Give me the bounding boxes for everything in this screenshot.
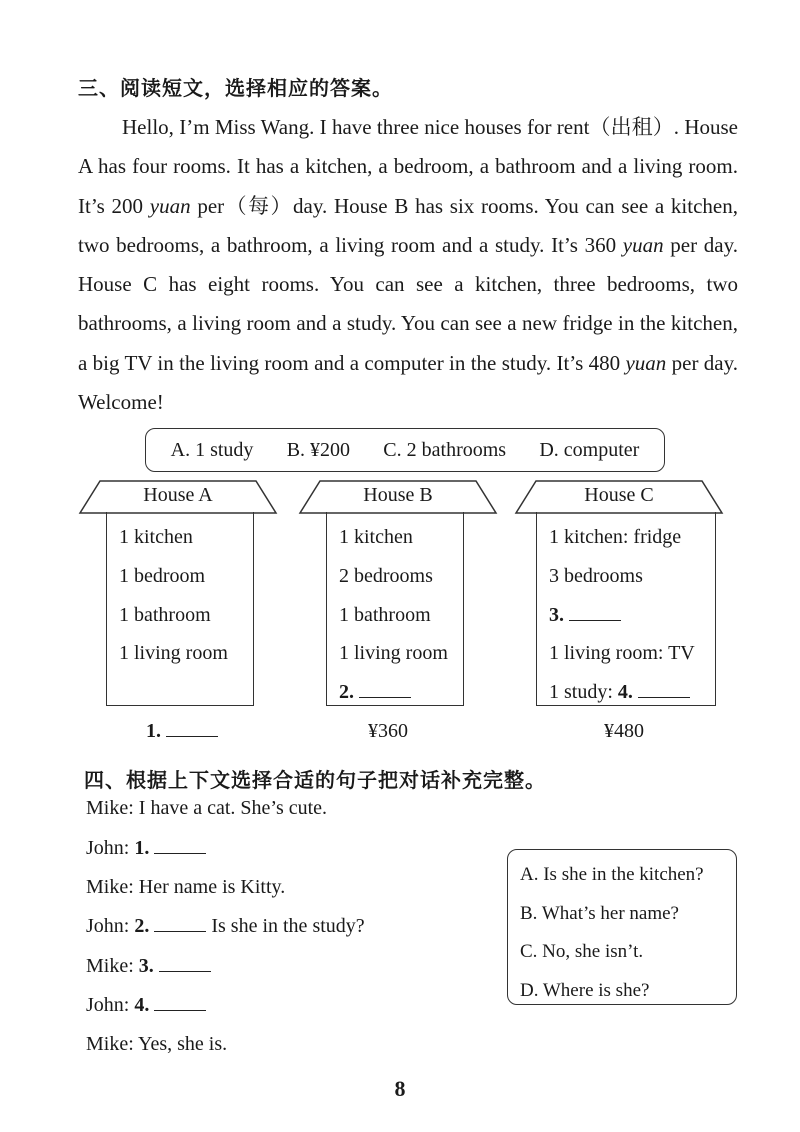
house-b-price: ¥360 bbox=[368, 720, 408, 742]
speaker-name: John: bbox=[86, 915, 130, 937]
room-line[interactable] bbox=[339, 673, 463, 712]
answer-blank[interactable] bbox=[166, 720, 218, 737]
room-line: 1 bathroom bbox=[339, 603, 431, 626]
answer-blank[interactable] bbox=[359, 681, 411, 698]
question-number: 4. bbox=[134, 994, 150, 1016]
speaker-name: Mike: bbox=[86, 876, 134, 898]
dialogue-text: Is she in the study? bbox=[211, 915, 365, 937]
room-line: 1 kitchen bbox=[339, 526, 413, 548]
answer-blank[interactable] bbox=[159, 955, 211, 972]
room-line: 1 kitchen: fridge bbox=[549, 526, 682, 548]
room-line: 1 bathroom bbox=[119, 603, 211, 626]
house-a-room-list bbox=[106, 512, 254, 706]
passage-paragraph bbox=[78, 108, 738, 422]
choice-c: C. 2 bathrooms bbox=[383, 438, 507, 461]
dialogue-text: I have a cat. She’s cute. bbox=[138, 797, 328, 819]
room-line[interactable] bbox=[549, 673, 715, 712]
choice-d: D. computer bbox=[539, 438, 640, 461]
house-c-title: House C bbox=[584, 484, 654, 506]
currency-word: yuan bbox=[625, 350, 667, 375]
house-c-card bbox=[514, 480, 724, 710]
option-d: D. Where is she? bbox=[520, 979, 650, 1001]
option-b: B. What’s her name? bbox=[520, 902, 679, 924]
dialogue-line[interactable] bbox=[86, 994, 206, 1017]
answer-blank[interactable] bbox=[154, 994, 206, 1011]
room-line: 1 living room: TV bbox=[549, 642, 695, 665]
house-a-title: House A bbox=[143, 484, 213, 506]
dialogue-options-box bbox=[507, 849, 737, 1005]
answer-blank[interactable] bbox=[154, 837, 206, 854]
house-a-roof bbox=[78, 480, 278, 516]
speaker-name: John: bbox=[86, 994, 130, 1016]
room-line: 1 living room bbox=[119, 642, 228, 665]
house-c-room-list bbox=[536, 512, 716, 706]
room-line: 3 bedrooms bbox=[549, 564, 643, 587]
passage-text: per（每）day. House B has six rooms. You can see a kitchen, two bedrooms, a bathroom, a living room and a study. It’s 360 bbox=[78, 193, 738, 257]
dialogue-line bbox=[86, 1033, 227, 1056]
speaker-name: Mike: bbox=[86, 797, 134, 819]
option-a: A. Is she in the kitchen? bbox=[520, 864, 704, 885]
room-line: 2 bedrooms bbox=[339, 564, 433, 587]
house-b-title: House B bbox=[363, 484, 433, 506]
question-number: 1. bbox=[146, 720, 161, 742]
house-a-price[interactable] bbox=[146, 720, 218, 743]
house-b-card bbox=[298, 480, 498, 710]
dialogue-line[interactable] bbox=[86, 837, 206, 860]
choice-b: B. ¥200 bbox=[286, 438, 351, 461]
room-line: 1 bedroom bbox=[119, 564, 206, 587]
dialogue-line bbox=[86, 797, 327, 820]
answer-blank[interactable] bbox=[638, 681, 690, 698]
room-label: 1 study: bbox=[549, 681, 618, 704]
currency-word: yuan bbox=[622, 232, 664, 257]
speaker-name: Mike: bbox=[86, 955, 134, 977]
option-c: C. No, she isn’t. bbox=[520, 941, 644, 962]
passage-text: Hello, I’m Miss Wang. I have three nice houses for rent（出租）. House A has four rooms. It has a kitchen, a bedroom, a bathroom and a living room. It’s 200 bbox=[78, 115, 738, 218]
dialogue-line[interactable] bbox=[86, 915, 365, 938]
answer-choices-box bbox=[145, 428, 665, 472]
answer-blank[interactable] bbox=[154, 915, 206, 932]
question-number: 2. bbox=[339, 681, 354, 704]
dialogue-line[interactable] bbox=[86, 955, 211, 978]
answer-blank[interactable] bbox=[569, 604, 621, 621]
dialogue-text: Her name is Kitty. bbox=[138, 876, 286, 898]
dialogue-text: Yes, she is. bbox=[138, 1033, 228, 1055]
page-number: 8 bbox=[394, 1076, 406, 1101]
house-c-price: ¥480 bbox=[604, 720, 644, 742]
section-4-heading: 四、根据上下文选择合适的句子把对话补充完整。 bbox=[84, 768, 546, 792]
question-number: 3. bbox=[138, 955, 154, 977]
room-line[interactable] bbox=[549, 596, 715, 635]
question-number: 1. bbox=[134, 837, 150, 859]
currency-word: yuan bbox=[149, 193, 191, 218]
question-number: 2. bbox=[134, 915, 150, 937]
speaker-name: Mike: bbox=[86, 1033, 134, 1055]
question-number: 4. bbox=[617, 681, 633, 704]
choice-a: A. 1 study bbox=[170, 438, 254, 461]
house-c-roof bbox=[514, 480, 724, 516]
passage-text: per day. Welcome! bbox=[78, 350, 738, 415]
house-a-card bbox=[78, 480, 278, 710]
dialogue-line bbox=[86, 876, 285, 899]
house-b-room-list bbox=[326, 512, 464, 706]
room-line: 1 living room bbox=[339, 642, 448, 665]
house-b-roof bbox=[298, 480, 498, 516]
room-line: 1 kitchen bbox=[119, 526, 193, 548]
passage-text: per day. House C has eight rooms. You can see a kitchen, three bedrooms, two bathrooms, a living room and a study. You can see a new fridge in the kitchen, a big TV in the living room and a computer in the study. It’s 480 bbox=[78, 232, 738, 375]
question-number: 3. bbox=[549, 603, 564, 626]
section-3-heading: 三、阅读短文，选择相应的答案。 bbox=[78, 76, 393, 100]
reading-passage bbox=[78, 108, 738, 422]
speaker-name: John: bbox=[86, 837, 130, 859]
